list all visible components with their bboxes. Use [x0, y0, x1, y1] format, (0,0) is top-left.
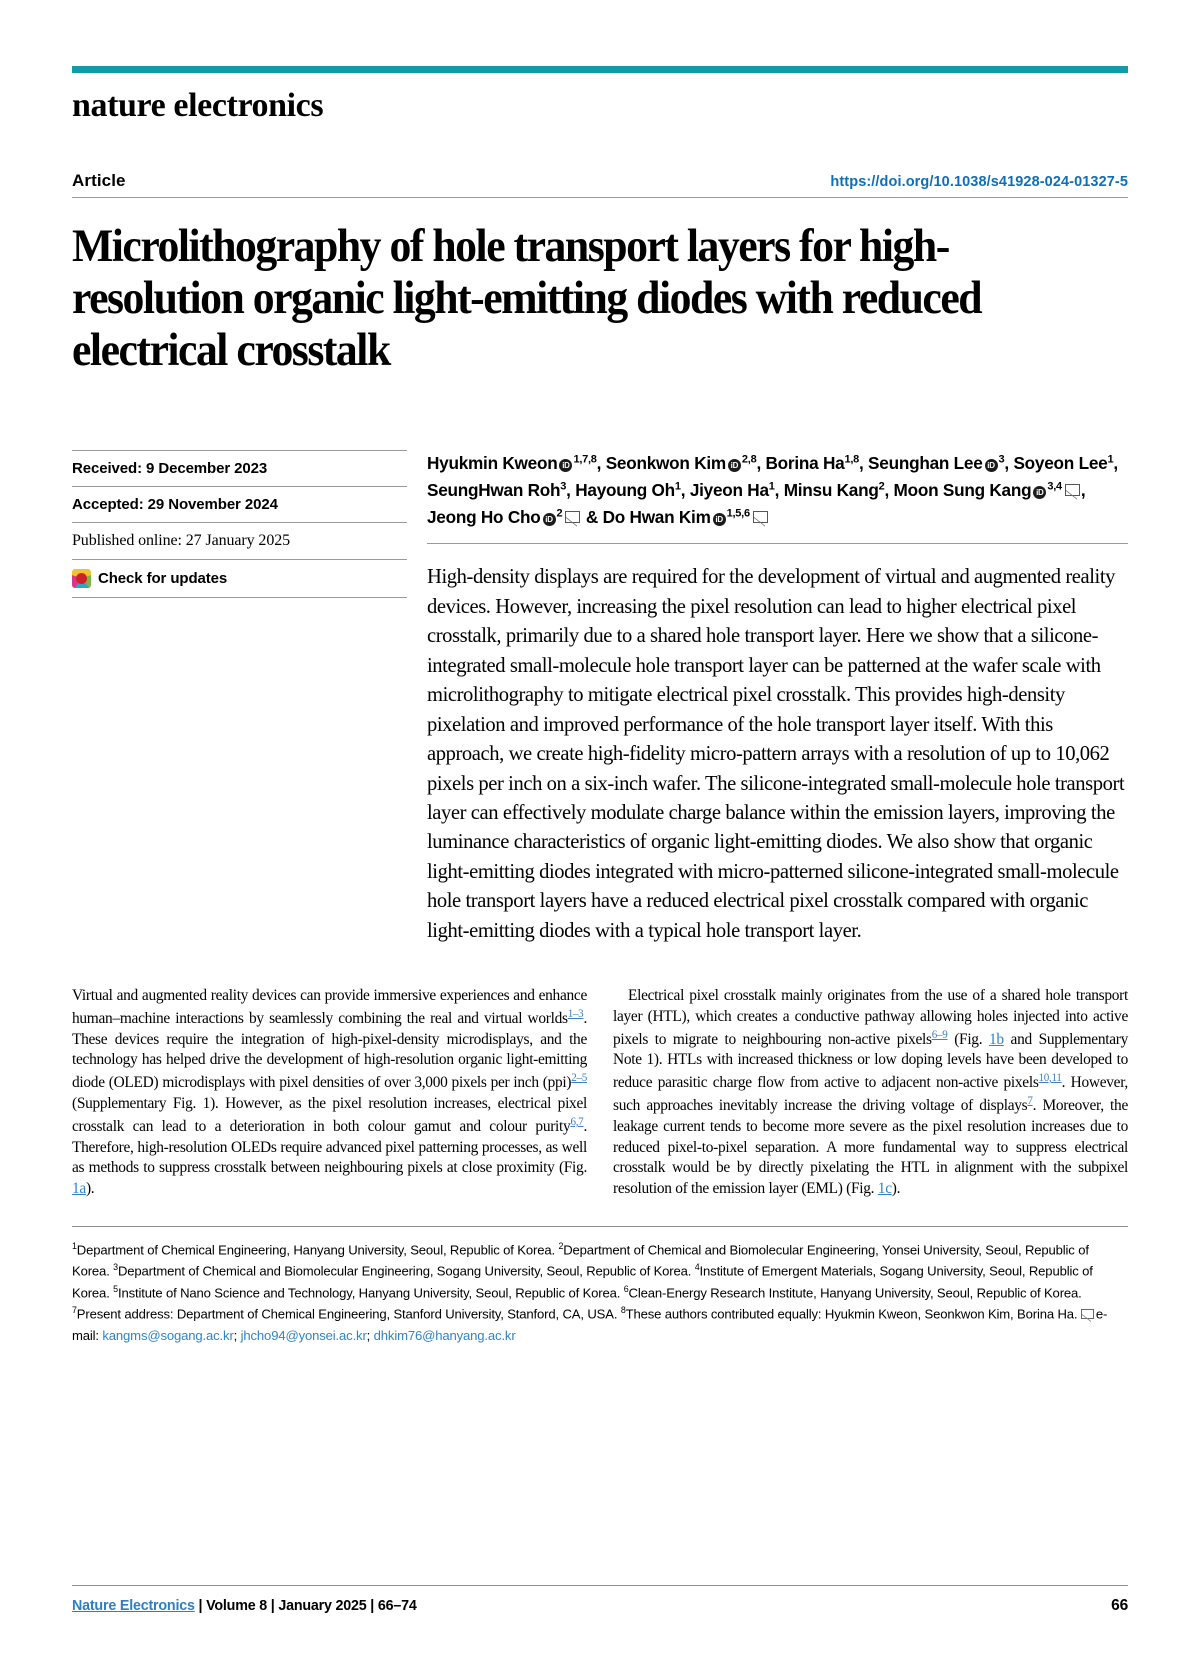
- author-name[interactable]: , Seunghan Lee: [859, 453, 983, 474]
- brand-accent-bar: [72, 66, 1128, 73]
- author-name[interactable]: , Borina Ha: [756, 453, 845, 474]
- email-separator: ;: [233, 1327, 241, 1343]
- paragraph-text: and Supplementary Note 1). HTLs with increased thickness or low doping levels have been developed to reduce parasitic charge flow from active to adjacent non-active pixels: [613, 1030, 1129, 1092]
- author-separator: ,: [884, 480, 889, 501]
- paragraph-text: ).: [891, 1179, 901, 1197]
- author-name[interactable]: Soyeon Lee: [1013, 453, 1108, 474]
- citation-link[interactable]: 6–9: [931, 1028, 948, 1041]
- paragraph-text: (Supplementary Fig. 1). However, as the pixel resolution increases, electrical pixel crosstalk can lead to a deterioration in both colour gamut and colour purity: [72, 1094, 587, 1135]
- email-icon[interactable]: [565, 511, 580, 523]
- paragraph-text: . However, such approaches inevitably increase the driving voltage of displays: [613, 1074, 1128, 1115]
- page-title: Microlithography of hole transport layers for high-resolution organic light-emitting diodes with reduced electrical crosstalk: [72, 220, 982, 377]
- email-link[interactable]: dhkim76@hanyang.ac.kr: [373, 1327, 516, 1343]
- published-online-date: Published online: 27 January 2025: [72, 522, 407, 559]
- author-name[interactable]: , Jeong Ho Cho: [427, 480, 1086, 527]
- paragraph-text: ).: [85, 1179, 95, 1197]
- orcid-icon[interactable]: iD: [985, 459, 998, 472]
- accepted-date: Accepted: 29 November 2024: [72, 486, 407, 522]
- email-link[interactable]: jhcho94@yonsei.ac.kr: [240, 1327, 367, 1343]
- author-affil-sup: 1,8: [844, 453, 859, 466]
- paragraph-text: . Therefore, high-resolution OLEDs require advanced pixel patterning processes, as well as methods to suppress crosstalk between neighbouring pixels at close proximity (Fig.: [72, 1117, 587, 1177]
- author-affil-sup: 3,4: [1047, 480, 1062, 493]
- journal-link[interactable]: Nature Electronics: [72, 1598, 195, 1614]
- check-for-updates-label: Check for updates: [98, 570, 228, 588]
- affiliation-text: Department of Chemical Engineering, Hanyang University, Seoul, Republic of Korea.: [76, 1242, 559, 1258]
- publication-dates-panel: [72, 450, 407, 946]
- author-separator: ,: [1004, 453, 1009, 474]
- header-columns: [72, 450, 1128, 946]
- author-affil-sup: 2,8: [741, 453, 757, 466]
- paragraph-text: . Moreover, the leakage current tends to become more severe as the pixel resolution increases due to reduced pixel-to-pixel separation. A more fundamental way to suppress electrical crosstalk would be by directly pixelating the HTL in alignment with the subpixel resolution of the emission layer (EML) (Fig.: [613, 1097, 1128, 1197]
- affiliation-text: Present address: Department of Chemical Engineering, Stanford University, Stanford, CA, USA.: [76, 1306, 621, 1322]
- body-column-left: [72, 986, 587, 1200]
- author-affil-sup: 3: [998, 453, 1005, 466]
- received-date: Received: 9 December 2023: [72, 450, 407, 486]
- email-icon: [1081, 1309, 1094, 1319]
- affiliation-marker: 7: [72, 1305, 77, 1316]
- author-name[interactable]: , SeungHwan Roh: [427, 453, 1118, 501]
- body-columns: [72, 986, 1128, 1200]
- orcid-icon[interactable]: iD: [713, 513, 726, 526]
- author-name[interactable]: , Hayoung Oh: [566, 480, 675, 501]
- email-label: e-mail:: [72, 1306, 1108, 1343]
- author-affil-sup: 1: [1107, 453, 1114, 466]
- abstract-text: High-density displays are required for the development of virtual and augmented reality devices. However, increasing the pixel resolution can lead to higher electrical pixel crosstalk, primarily due to a shared hole transport layer. Here we show that a silicone-integrated small-molecule hole transport layer can be patterned at the wafer scale with microlithography to mitigate electrical pixel crosstalk. This provides high-density pixelation and improved performance of the hole transport layer itself. With this approach, we create high-fidelity micro-pattern arrays with a resolution of up to 10,062 pixels per inch on a six-inch wafer. The silicone-integrated small-molecule hole transport layer can effectively modulate charge balance within the emission layers, improving the luminance characteristics of organic light-emitting diodes. We also show that organic light-emitting diodes integrated with micro-patterned silicone-integrated small-molecule hole transport layers have a reduced electrical pixel crosstalk compared with organic light-emitting diodes with a typical hole transport layer.: [427, 566, 1125, 942]
- affiliation-marker: 5: [113, 1283, 118, 1294]
- affiliation-text: Clean-Energy Research Institute, Hanyang University, Seoul, Republic of Korea.: [628, 1285, 1082, 1301]
- citation-link[interactable]: 1–3: [567, 1007, 584, 1020]
- email-icon[interactable]: [753, 511, 768, 523]
- author-affil-sup: 2: [878, 480, 885, 493]
- author-affil-sup: 1: [768, 480, 775, 493]
- paragraph-text: Virtual and augmented reality devices can provide immersive experiences and enhance human–machine interactions by seamlessly combining the real and virtual worlds: [72, 987, 587, 1027]
- paragraph-text: . These devices require the integration of high-pixel-density microdisplays, and the technology has helped drive the development of high-resolution organic light-emitting diode (OLED) microdisplays with pixel densities of over 3,000 pixels per inch (ppi): [72, 1009, 587, 1092]
- citation-link[interactable]: 2–5: [571, 1072, 587, 1085]
- body-column-right: [613, 986, 1128, 1200]
- figure-link[interactable]: 1a: [72, 1179, 86, 1197]
- author-name[interactable]: , Minsu Kang: [774, 480, 879, 501]
- citation-link[interactable]: 6,7: [570, 1115, 584, 1128]
- affiliation-text: These authors contributed equally: Hyukmin Kweon, Seonkwon Kim, Borina Ha.: [625, 1306, 1081, 1322]
- article-type-label: Article: [72, 171, 126, 190]
- doi-link[interactable]: https://doi.org/10.1038/s41928-024-01327-5: [830, 174, 1128, 190]
- check-for-updates-button[interactable]: [72, 559, 407, 598]
- author-name[interactable]: Hyukmin Kweon: [427, 453, 558, 474]
- email-link[interactable]: kangms@sogang.ac.kr: [102, 1327, 234, 1343]
- author-name[interactable]: Moon Sung Kang: [893, 480, 1032, 501]
- orcid-icon[interactable]: iD: [559, 459, 572, 472]
- author-list: [427, 450, 1128, 544]
- affiliation-marker: 6: [623, 1283, 629, 1294]
- author-name[interactable]: , Seonkwon Kim: [596, 453, 726, 474]
- affiliation-marker: 1: [72, 1240, 77, 1251]
- page-footer: [72, 1585, 1128, 1615]
- paragraph-text: (Fig.: [947, 1030, 989, 1048]
- article-type-row: [72, 171, 1128, 198]
- affiliation-marker: 3: [113, 1262, 118, 1273]
- figure-link[interactable]: 1b: [989, 1030, 1004, 1048]
- email-separator: ;: [366, 1327, 374, 1343]
- affiliation-marker: 2: [558, 1240, 564, 1251]
- paragraph: [72, 986, 587, 1200]
- paragraph: [613, 986, 1128, 1200]
- affiliation-text: Department of Chemical and Biomolecular Engineering, Sogang University, Seoul, Republic of Korea.: [117, 1263, 695, 1279]
- author-affil-sup: 2: [556, 507, 563, 520]
- article-page: [0, 66, 1200, 1659]
- citation-link[interactable]: 7: [1027, 1094, 1033, 1107]
- author-affil-sup: 1,7,8: [573, 453, 597, 466]
- author-name[interactable]: & Do Hwan Kim: [585, 506, 711, 527]
- citation-text: | Volume 8 | January 2025 | 66–74: [194, 1598, 417, 1614]
- orcid-icon[interactable]: iD: [543, 513, 556, 526]
- figure-link[interactable]: 1c: [877, 1179, 892, 1197]
- affiliation-text: Department of Chemical and Biomolecular Engineering, Yonsei University, Seoul, Republic of Korea.: [72, 1242, 1089, 1279]
- footer-citation: [72, 1598, 417, 1614]
- author-affil-sup: 3: [560, 480, 567, 493]
- affiliation-text: Institute of Emergent Materials, Sogang University, Seoul, Republic of Korea.: [72, 1263, 1093, 1301]
- citation-link[interactable]: 10,11: [1038, 1072, 1062, 1085]
- paragraph-text: Electrical pixel crosstalk mainly originates from the use of a shared hole transport layer (HTL), which creates a conductive pathway allowing holes injected into active pixels to migrate to neighbouring non-active pixels: [613, 987, 1128, 1048]
- orcid-icon[interactable]: iD: [1033, 486, 1046, 499]
- journal-masthead: nature electronics: [72, 87, 324, 124]
- affiliation-marker: 4: [694, 1262, 700, 1273]
- orcid-icon[interactable]: iD: [728, 459, 741, 472]
- author-affil-sup: 1,5,6: [726, 507, 750, 520]
- affiliation-marker: 8: [620, 1305, 626, 1316]
- author-affil-sup: 1: [674, 480, 681, 493]
- affiliation-text: Institute of Nano Science and Technology, Hanyang University, Seoul, Republic of Korea.: [117, 1285, 624, 1301]
- authors-and-abstract: [427, 450, 1128, 946]
- affiliations-block: [72, 1226, 1128, 1346]
- author-name[interactable]: , Jiyeon Ha: [680, 480, 769, 501]
- crossmark-icon: [72, 569, 91, 588]
- page-number: 66: [1111, 1597, 1128, 1614]
- email-icon[interactable]: [1065, 484, 1080, 496]
